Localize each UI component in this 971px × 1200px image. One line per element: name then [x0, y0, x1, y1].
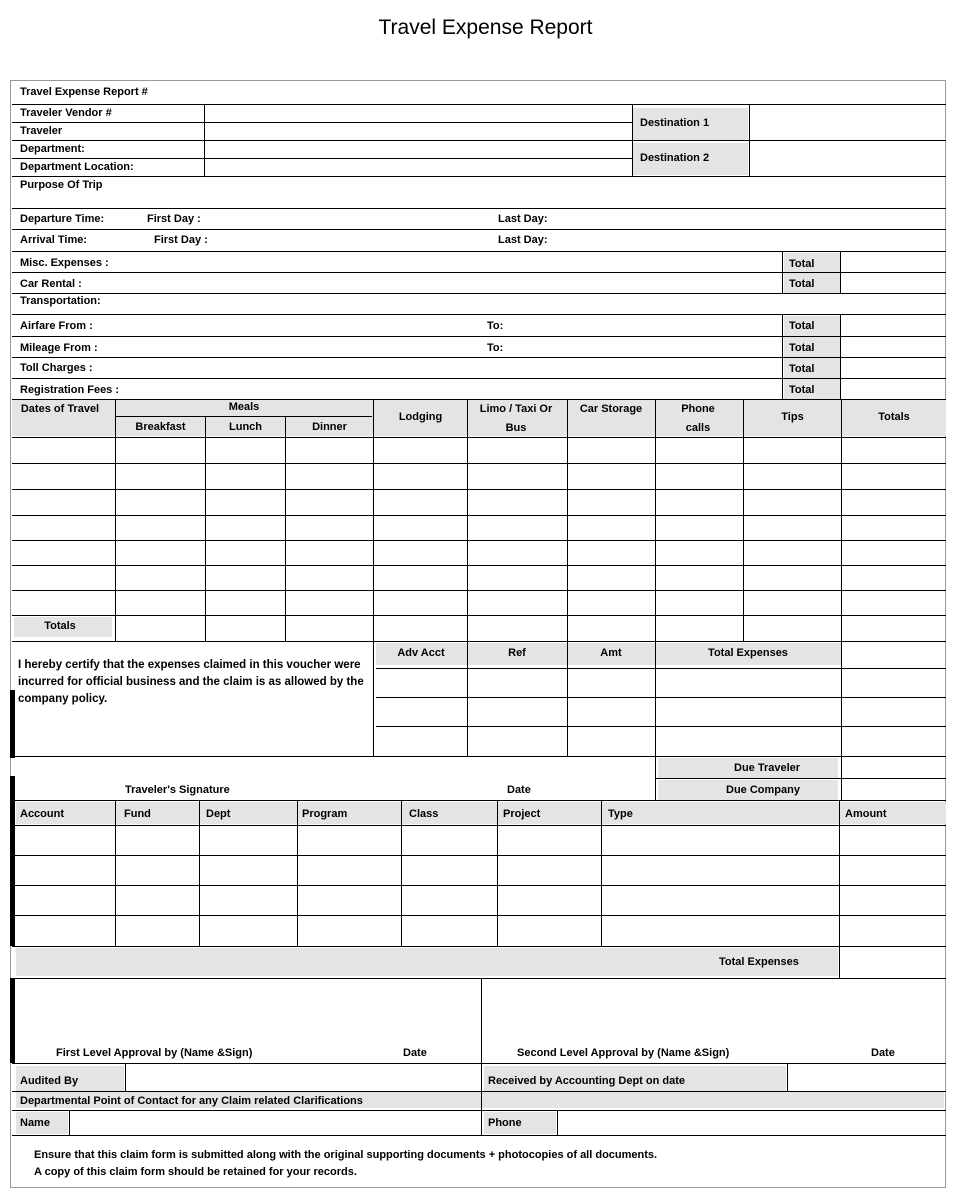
report-number-label: Travel Expense Report # [20, 86, 148, 98]
departure-time-label: Departure Time: [20, 213, 105, 225]
departure-last-day-label: Last Day: [498, 213, 548, 225]
project-header: Project [503, 808, 541, 820]
signature-date-label: Date [507, 784, 531, 796]
destination1-label: Destination 1 [640, 117, 710, 129]
ref-header: Ref [508, 647, 526, 659]
vendor-number-label: Traveler Vendor # [20, 107, 112, 119]
car-storage-header: Car Storage [579, 403, 643, 415]
airfare-to-label: To: [487, 320, 504, 332]
arrival-last-day-label: Last Day: [498, 234, 548, 246]
mileage-to-label: To: [487, 342, 504, 354]
total-label-registration: Total [789, 384, 815, 396]
lodging-header: Lodging [398, 411, 443, 423]
signature-label: Traveler's Signature [125, 784, 230, 796]
account-total-expenses-label: Total Expenses [719, 956, 799, 968]
type-header: Type [608, 808, 633, 820]
total-label-car: Total [789, 278, 815, 290]
misc-expenses-label: Misc. Expenses : [20, 257, 109, 269]
tips-header: Tips [781, 411, 804, 423]
footer-note [34, 1147, 657, 1181]
dates-of-travel-header: Dates of Travel [20, 403, 100, 415]
account-header: Account [20, 808, 64, 820]
arrival-time-label: Arrival Time: [20, 234, 88, 246]
due-company-label: Due Company [726, 784, 800, 796]
page-title: Travel Expense Report [378, 16, 593, 39]
lunch-header: Lunch [229, 421, 262, 433]
destination2-label: Destination 2 [640, 152, 710, 164]
fund-header: Fund [124, 808, 151, 820]
dept-header: Dept [206, 808, 231, 820]
footer-line-2: A copy of this claim form should be retained for your records. [34, 1166, 357, 1178]
second-approval-date-label: Date [871, 1047, 895, 1059]
phone-label: Phone [488, 1117, 522, 1129]
footer-line-1: Ensure that this claim form is submitted along with the original supporting documents + photocopies of all documents. [34, 1149, 658, 1161]
class-header: Class [409, 808, 439, 820]
car-rental-label: Car Rental : [20, 278, 82, 290]
point-of-contact-label: Departmental Point of Contact for any Claim related Clarifications [20, 1095, 363, 1107]
totals-header: Totals [878, 411, 910, 423]
arrival-first-day-label: First Day : [154, 234, 208, 246]
name-label: Name [20, 1117, 50, 1129]
certification-text: I hereby certify that the expenses claimed in this voucher were incurred for official business and the claim is as allowed by the company policy. [18, 659, 364, 705]
total-label-misc: Total [789, 258, 815, 270]
dinner-header: Dinner [312, 421, 347, 433]
amount-header: Amount [845, 808, 887, 820]
transportation-label: Transportation: [20, 295, 101, 307]
total-expenses-header: Total Expenses [708, 647, 788, 659]
total-expenses-shade [16, 948, 838, 976]
form-frame [10, 80, 946, 1188]
program-header: Program [302, 808, 348, 820]
audited-by-label: Audited By [20, 1075, 79, 1087]
breakfast-header: Breakfast [135, 421, 186, 433]
account-header-shade [16, 802, 946, 824]
first-level-approval-label: First Level Approval by (Name &Sign) [56, 1047, 253, 1059]
second-level-approval-label: Second Level Approval by (Name &Sign) [517, 1047, 730, 1059]
departure-first-day-label: First Day : [147, 213, 201, 225]
amt-header: Amt [600, 647, 622, 659]
due-traveler-label: Due Traveler [734, 762, 801, 774]
adv-acct-header: Adv Acct [397, 647, 445, 659]
mileage-from-label: Mileage From : [20, 342, 98, 354]
department-label: Department: [20, 143, 85, 155]
airfare-from-label: Airfare From : [20, 320, 93, 332]
total-label-mileage: Total [789, 342, 815, 354]
department-location-label: Department Location: [20, 161, 134, 173]
purpose-label: Purpose Of Trip [20, 179, 103, 191]
limo-header: Limo / Taxi Or Bus [479, 403, 553, 434]
total-label-airfare: Total [789, 320, 815, 332]
toll-charges-label: Toll Charges : [20, 362, 93, 374]
totals-row-label: Totals [44, 620, 76, 632]
first-approval-date-label: Date [403, 1047, 427, 1059]
traveler-label: Traveler [20, 125, 63, 137]
total-label-toll: Total [789, 363, 815, 375]
registration-fees-label: Registration Fees : [20, 384, 120, 396]
meals-header: Meals [228, 401, 260, 413]
phone-calls-header: Phone calls [681, 403, 715, 434]
received-by-label: Received by Accounting Dept on date [488, 1075, 686, 1087]
